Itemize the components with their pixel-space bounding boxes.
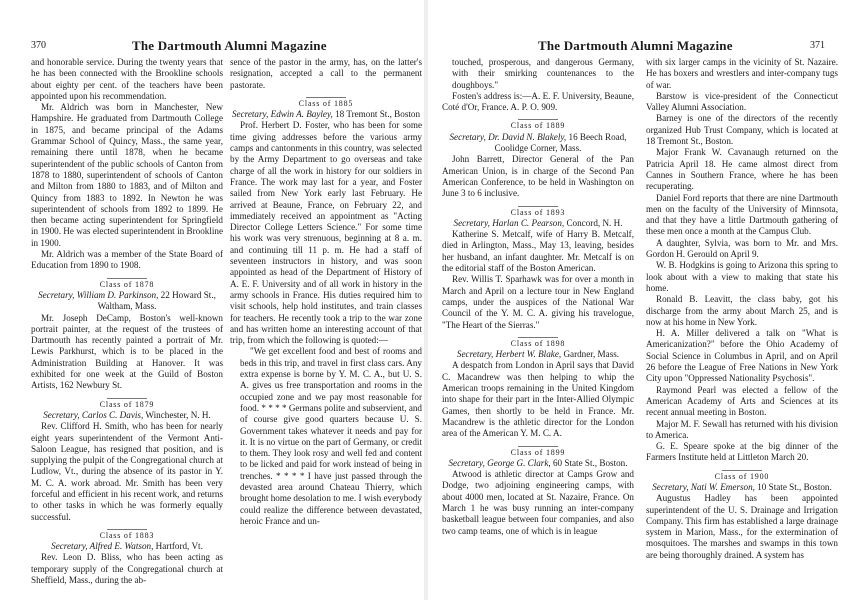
- paragraph: with six larger camps in the vicinity of St. Nazaire. He has boxers and wrestlers and inter-company tugs of war.: [646, 57, 838, 90]
- class-heading: Class of 1878: [99, 279, 155, 289]
- secretary-name: Secretary, Harlan C. Pearson,: [453, 217, 565, 228]
- class-secretary: [442, 458, 634, 469]
- quoted-paragraph: "We get excellent food and best of rooms and beds in this trip, and travel in first class cars. Any extra expense is borne by Y. M. C. A., but U. S. A. gives us free transportation and rooms in the occupied zone and we pay most reasonable for food. * * * * Germans polite and subservient, and of course give good quarters because U. S. Government takes whatever it needs and pay for it. It is no virtue on the part of Germany, or credit to them. They look rosy and well fed and content to be licked and paid for work instead of being in trenches. * * * * I have just passed through the devasted area around Chateau Thierry, which brought home desolation to me. I wish everybody could realize the difference between devastated, heroic France and un-: [240, 346, 422, 526]
- paragraph: Augustus Hadley has been appointed superintendent of the U. S. Drainage and Irrigation Company. This firm has established a large drainage system in Marion, Mass., for the extermination of mosquitoes. The marshes and swamps in this town are being thoroughly drained. A system has: [646, 493, 838, 560]
- secretary-name: Secretary, Nati W. Emerson,: [652, 481, 755, 492]
- paragraph: Fosten's address is:—A. E. F. University, Beaune, Coté d'Or, France. A. P. O. 909.: [442, 90, 634, 113]
- paragraph: Major M. F. Sewall has returned with his division to America.: [646, 418, 838, 440]
- class-secretary: [442, 132, 634, 155]
- right-column-1: [442, 57, 634, 537]
- paragraph: H. A. Miller delivered a talk on "What is Americanization?" before the Ohio Academy of Social Science in Columbus in April, and on April 26 before the League of Free Nations in New York City upon "Oppressed Nationality Psychosis".: [646, 328, 838, 384]
- paragraph: Barney is one of the directors of the recently organized Hub Trust Company, which is located at 18 Tremont St., Boston.: [646, 113, 838, 147]
- paragraph: Atwood is athletic director at Camps Grow and Dodge, two adjoining engineering camps, with about 4000 men, located at St. Nazaire, France. On March 1 he was busy running an inter-company basketball league between four companies, and also two camp teams, one of which is in league: [442, 469, 634, 536]
- left-column-2: [230, 57, 422, 527]
- right-page: [430, 0, 852, 600]
- paragraph: Mr. Joseph DeCamp, Boston's well-known portrait painter, at the request of the trustees of Dartmouth has recently painted a portrait of Mr. Lewis Parkhurst, which is to be placed in the Administration Building at Hanover. It was exhibited for one week at the Guild of Boston Artists, 162 Newbury St.: [31, 312, 223, 391]
- left-page-number: 370: [31, 40, 46, 51]
- class-secretary: [230, 109, 422, 120]
- paragraph: Rev. Clifford H. Smith, who has been for nearly eight years superintendent of the Vermont Anti-Saloon League, has resigned that position, and is supplying the pulpit of the Congregational church at Ludlow, Vt., during the absence of its pastor in Y. M. C. A. work abroad. Mr. Smith has been very forceful and efficient in his recent work, and returns to other tasks in which he was formerly equally successful.: [31, 421, 223, 522]
- class-secretary: [646, 482, 838, 493]
- paragraph: Mr. Aldrich was born in Manchester, New Hampshire. He graduated from Dartmouth College in 1875, and became principal of the Adams Grammar School of Quincy, Mass., the same year, remaining there until 1878, when he became superintendent of the public schools of Canton from 1878 to 1880, superintendent of schools of Canton and Milton from 1880 to 1883, and of Milton and Quincy from 1883 to 1892. In Newton he was superintendent of schools from 1892 to 1899. He then became acting superintendent for Springfield in 1900. He was elected superintendent in Brookline in 1900.: [31, 102, 223, 248]
- paragraph: A daughter, Sylvia, was born to Mr. and Mrs. Gordon H. Gerould on April 9.: [646, 237, 838, 260]
- class-heading: Class of 1893: [510, 207, 566, 217]
- secretary-address: Concord, N. H.: [564, 217, 623, 228]
- secretary-address: Winchester, N. H.: [143, 409, 211, 420]
- paragraph: Mr. Aldrich was a member of the State Board of Education from 1890 to 1908.: [31, 249, 223, 271]
- paragraph: Prof. Herbert D. Foster, who has been for some time giving addresses before the various army camps and cantonments in this country, was selected by the Army Department to go overseas and take charge of all the work in history for our soldiers in France. The work may last for a year, and Foster sailed from New York early last February. He arrived at Beaune, France, on February 22, and immediately received an appointment as "Acting Director College Letters Science." For some time his work was very strenuous, beginning at 8 a. m. and continuing till 11 p. m. He had a staff of seventeen instructors in history, and was soon appointed as head of the Department of History of A. E. F. University and of all work in history in the army schools in France. His duties required him to visit schools, help hold institutes, and train classes for teachers. He recently took a trip to the war zone and has written home an interesting account of that trip, from which the following is quoted:—: [230, 120, 422, 346]
- paragraph: and honorable service. During the twenty years that he has been connected with the Brookline schools about eighty per cent. of the teachers have been appointed upon his recommendation.: [31, 57, 223, 101]
- paragraph: Barstow is vice-president of the Connecticut Valley Alumni Association.: [646, 90, 838, 113]
- secretary-name: Secretary, William D. Parkinson,: [38, 289, 159, 300]
- class-heading: Class of 1900: [714, 471, 770, 481]
- secretary-address: Hartford, Vt.: [153, 541, 203, 552]
- secretary-address: 60 State St., Boston.: [550, 457, 628, 468]
- right-running-head: The Dartmouth Alumni Magazine: [538, 38, 733, 53]
- class-heading: Class of 1898: [510, 338, 566, 348]
- class-heading: Class of 1879: [99, 399, 155, 409]
- paragraph: A despatch from London in April says that David C. Macandrew was then helping to whip the American troops remaining in the United Kingdom into shape for their part in the Inter-Allied Olympic Games, then shortly to be held in France. Mr. Macandrew is the athletic director for the London area of the American Y. M. C. A.: [442, 360, 634, 439]
- class-secretary: [442, 218, 634, 229]
- secretary-address: 10 State St., Boston.: [754, 481, 832, 492]
- class-heading: Class of 1899: [510, 447, 566, 457]
- class-secretary: [31, 290, 223, 313]
- paragraph: Katherine S. Metcalf, wife of Harry B. Metcalf, died in Arlington, Mass., May 13, leaving, besides her husband, an infant daughter. Mr. Metcalf is on the editorial staff of the Boston American.: [442, 229, 634, 274]
- paragraph: sence of the pastor in the army, has, on the latter's resignation, accepted a call to the permanent pastorate.: [230, 57, 422, 90]
- class-heading: Class of 1885: [298, 98, 354, 108]
- paragraph: Ronald B. Leavitt, the class baby, got his discharge from the army about March 25, and is now at his home in New York.: [646, 294, 838, 327]
- class-heading: Class of 1889: [510, 121, 566, 131]
- paragraph: Raymond Pearl was elected a fellow of the American Academy of Arts and Sciences at its recent annual meeting in Boston.: [646, 384, 838, 418]
- left-running-head: The Dartmouth Alumni Magazine: [132, 38, 327, 53]
- secretary-name: Secretary, Dr. David N. Blakely,: [449, 131, 567, 142]
- paragraph: Major Frank W. Cavanaugh returned on the Patricia April 18. He came almost direct from Cannes in Southern France, where he has been recuperating.: [646, 147, 838, 192]
- page-gutter: [424, 0, 428, 600]
- paragraph: John Barrett, Director General of the Pan American Union, is in charge of the Second Pan American Conference, to be held in Washington on June 3 to 6 inclusive.: [442, 154, 634, 199]
- class-secretary: [31, 541, 223, 552]
- secretary-address: 16 Beech Road, Coolidge Corner, Mass.: [494, 131, 627, 154]
- paragraph: Rev. Leon D. Bliss, who has been acting as temporary supply of the Congregational church at Sheffield, Mass., during the ab-: [31, 552, 223, 586]
- class-heading: Class of 1883: [99, 530, 155, 540]
- paragraph: W. B. Hodgkins is going to Arizona this spring to look about with a view to making that state his home.: [646, 260, 838, 293]
- secretary-name: Secretary, Carlos C. Davis,: [43, 409, 144, 420]
- secretary-address: Gardner, Mass.: [561, 349, 620, 360]
- class-secretary: [31, 410, 223, 421]
- paragraph: Daniel Ford reports that there are nine Dartmouth men on the faculty of the University of Minnsota, and that they have a little Dartmouth gathering of these men once a month at the Campus Club.: [646, 192, 838, 237]
- secretary-name: Secretary, Edwin A. Bayley,: [231, 109, 333, 120]
- quoted-paragraph: touched, prosperous, and dangerous Germany, with their smirking countenances to the doughboys.": [452, 57, 634, 90]
- secretary-address: 22 Howard St., Waltham, Mass.: [97, 289, 216, 312]
- right-column-2: [646, 57, 838, 561]
- secretary-address: 18 Tremont St., Boston: [332, 109, 421, 120]
- left-page: [0, 0, 422, 600]
- class-secretary: [442, 349, 634, 360]
- secretary-name: Secretary, Herbert W. Blake,: [456, 349, 562, 360]
- secretary-name: Secretary, Alfred E. Watson,: [51, 541, 154, 552]
- paragraph: G. E. Speare spoke at the big dinner of the Farmers Institute held at Littleton March 20.: [646, 441, 838, 463]
- secretary-name: Secretary, George G. Clark,: [448, 457, 551, 468]
- right-page-number: 371: [810, 40, 825, 51]
- left-column-1: [31, 57, 223, 586]
- paragraph: Rev. Willis T. Sparhawk was for over a month in March and April on a lecture tour in New England camps, under the auspices of the National War Council of the Y. M. C. A. giving his travelogue, "The Heart of the Sierras.": [442, 274, 634, 330]
